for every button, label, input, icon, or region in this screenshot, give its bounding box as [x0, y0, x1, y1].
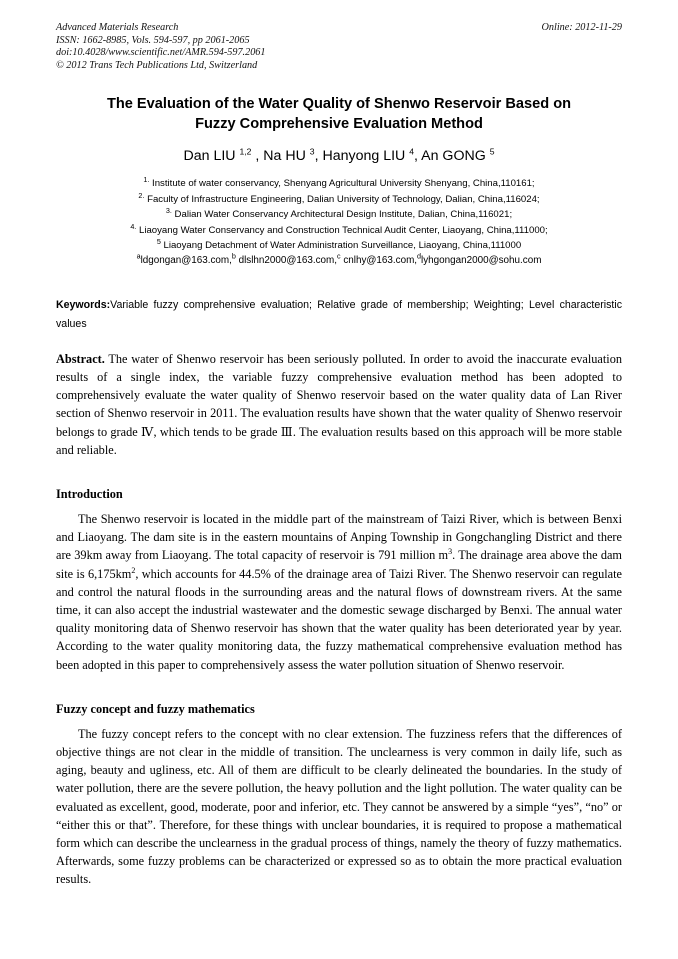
email-marker: d — [417, 252, 422, 262]
affiliation-marker: 3. — [165, 206, 172, 215]
abstract-text-part-2: , which tends to be grade — [153, 424, 281, 439]
affiliation-text: Liaoyang Water Conservancy and Construction Technical Audit Center, Liaoyang, China,111000; — [136, 224, 548, 236]
email-list — [56, 253, 622, 268]
introduction-text-part-1: The Shenwo reservoir is located in the middle part of the mainstream of Taizi River, which is between Benxi and Liaoyang. The dam site is in the eastern mountains of Anping Township in Gongchangling District and there are 39km away from Liaoyang. The total capacity of reservoir is 791 million m — [56, 512, 622, 563]
affiliation-line — [56, 192, 622, 207]
introduction-text-part-2: . The drainage area above the dam site is 6,175km — [56, 548, 622, 581]
title-line-1: The Evaluation of the Water Quality of Shenwo Reservoir Based on — [106, 96, 572, 113]
author-affiliation-marker: 1,2 — [239, 146, 252, 157]
affiliation-line — [56, 223, 622, 238]
affiliation-text: Faculty of Infrastructure Engineering, Dalian University of Technology, Dalian, China,116024; — [144, 193, 540, 205]
grade-roman-three: Ⅲ — [280, 424, 293, 439]
author-affiliation-marker: 4 — [409, 146, 415, 157]
journal-name: Advanced Materials Research — [56, 22, 179, 33]
author-affiliation-marker: 3 — [309, 146, 315, 157]
affiliation-text: Institute of water conservancy, Shenyang Agricultural University Shenyang, China,110161; — [149, 178, 535, 190]
issn-volume-pages: ISSN: 1662-8985, Vols. 594-597, pp 2061-2065 — [56, 34, 250, 46]
email-marker: a — [136, 252, 141, 262]
author-separator: , — [314, 148, 323, 165]
journal-masthead — [56, 22, 622, 72]
introduction-text-part-3: , which accounts for 44.5% of the drainage area of Taizi River. The Shenwo reservoir can regulate and control the natural floods in the surrounding areas and the natural flows of downstream rivers. At the same time, it can also accept the industrial wastewater and the domestic sewage discharged by Benxi. The annual water quality monitoring data of Shenwo reservoir has shown that the water quality has been deteriorated year by year. According to the water quality monitoring data, the fuzzy mathematical comprehensive evaluation method has been adopted in this paper to comprehensively assess the water pollution situation of Shenwo reservoir. — [56, 566, 622, 672]
email-address: dlslhn2000@163.com, — [235, 255, 337, 267]
affiliation-marker: 2. — [138, 190, 145, 200]
section-heading-introduction: Introduction — [56, 487, 123, 502]
copyright-line: © 2012 Trans Tech Publications Ltd, Switzerland — [56, 59, 258, 71]
abstract-text-part-3: . The evaluation results based on this approach will be more stable and reliable. — [56, 424, 623, 457]
affiliation-text: Liaoyang Detachment of Water Administration Surveillance, Liaoyang, China,111000 — [160, 240, 522, 251]
email-marker: c — [337, 252, 341, 262]
author-list — [56, 147, 622, 165]
keywords-text: Variable fuzzy comprehensive evaluation; Relative grade of membership; Weighting; Level characteristic values — [56, 298, 622, 330]
grade-roman-four: Ⅳ — [140, 424, 154, 439]
author-separator: , — [414, 148, 422, 165]
email-address: cnlhy@163.com, — [340, 255, 418, 267]
square-kilometer-exponent: 2 — [131, 565, 136, 575]
author-name: Hanyong LIU — [322, 148, 410, 165]
masthead-left-block — [56, 22, 265, 72]
affiliation-line — [56, 238, 622, 253]
affiliation-list — [56, 176, 622, 253]
affiliation-line — [56, 207, 622, 222]
email-address: ldgongan@163.com, — [140, 255, 232, 267]
affiliation-line — [56, 176, 622, 191]
email-address: lyhgongan2000@sohu.com — [421, 255, 542, 267]
page-title — [56, 94, 622, 134]
fuzzy-concept-paragraph: The fuzzy concept refers to the concept with no clear extension. The fuzziness refers that the differences of objective things are not clear in the middle of transition. The unclearness is very common in daily life, such as aging, beauty and ugliness, etc. All of them are difficult to be clearly delineated the boundaries. In the study of water pollution, there are the severe pollution, the heavy pollution and the light pollution. The water quality can be evaluated as excellent, good, moderate, poor and inferior, etc. They cannot be answered by a simple “yes”, “no” or “either this or that”. Therefore, for these things with unclear boundaries, it is required to propose a mathematical form which can describe the unclearness in the gradual process of things, namely the theory of fuzzy mathematics. Afterwards, some fuzzy problems can be characterized or expressed so as to obtain the more practical evaluation results. — [56, 726, 622, 887]
online-date: Online: 2012-11-29 — [541, 22, 622, 33]
author-name: Na HU — [263, 148, 310, 165]
title-line-2: Fuzzy Comprehensive Evaluation Method — [195, 116, 483, 133]
affiliation-text: Dalian Water Conservancy Architectural Design Institute, Dalian, China,116021; — [171, 209, 513, 221]
section-heading-fuzzy-concept: Fuzzy concept and fuzzy mathematics — [56, 701, 255, 716]
affiliation-marker: 4. — [130, 221, 137, 231]
keywords-block — [56, 296, 622, 334]
author-separator: , — [251, 148, 264, 165]
author-affiliation-marker: 5 — [489, 146, 495, 157]
abstract-block — [56, 350, 622, 459]
abstract-text-part-1: The water of Shenwo reservoir has been seriously polluted. In order to avoid the inaccurate evaluation results of a single index, the variable fuzzy comprehensive evaluation method has been adopted to comprehensively evaluate the water quality of Shenwo reservoir based on the water quality data of Lan River section of Shenwo reservoir in 2011. The evaluation results have shown that the water quality of Shenwo reservoir belongs to grade — [56, 351, 622, 439]
author-name: An GONG — [421, 148, 490, 165]
masthead-top-row — [56, 22, 622, 72]
cubic-meter-exponent: 3 — [448, 547, 453, 557]
keywords-label: Keywords: — [56, 298, 111, 311]
introduction-paragraph — [56, 510, 622, 674]
affiliation-marker: 5 — [156, 236, 161, 246]
doi-line: doi:10.4028/www.scientific.net/AMR.594-597.2061 — [56, 47, 266, 59]
email-marker: b — [231, 252, 236, 262]
author-name: Dan LIU — [183, 148, 240, 165]
abstract-label: Abstract. — [56, 351, 105, 366]
affiliation-marker: 1. — [143, 175, 150, 185]
